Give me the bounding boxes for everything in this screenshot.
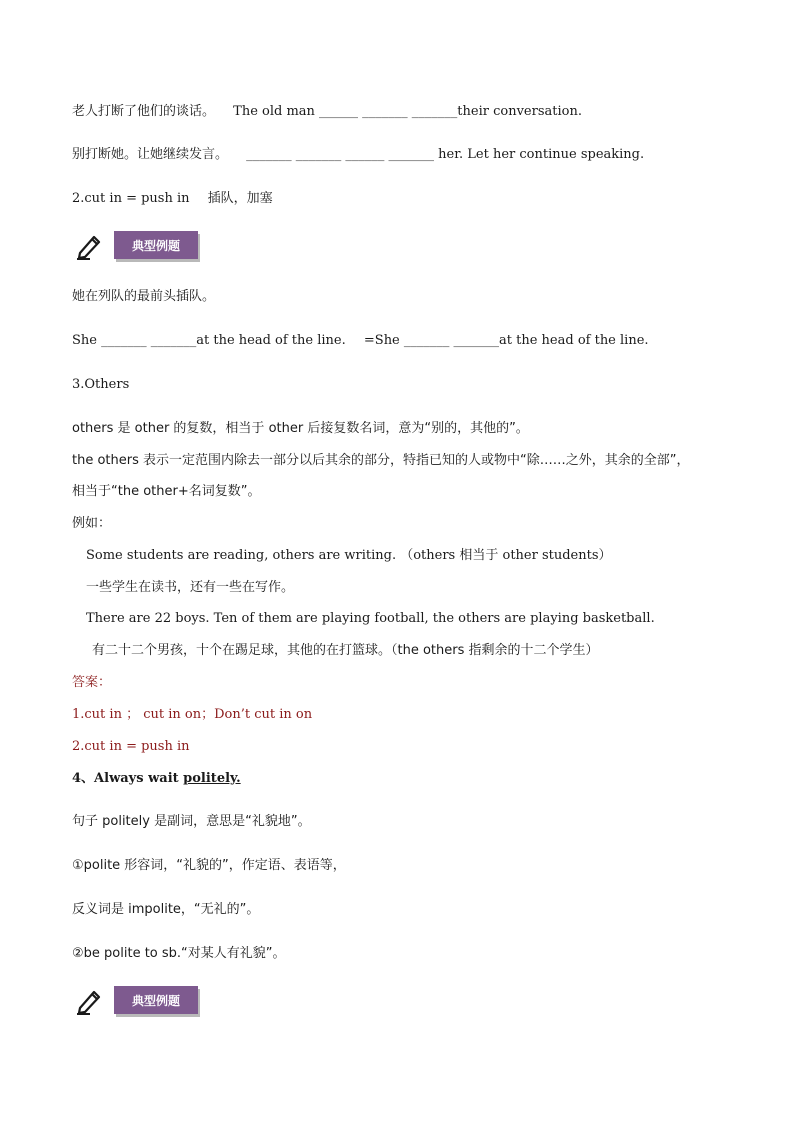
line-9	[72, 483, 260, 501]
line-15	[72, 813, 311, 831]
section-4-heading	[72, 770, 241, 788]
line-5a-text: She _______ _______at the head of the line.	[72, 333, 346, 348]
section-3-heading: 3.Others	[72, 377, 130, 392]
line-18	[72, 945, 286, 963]
answer-2	[72, 738, 190, 756]
answer-label	[72, 674, 111, 692]
line-3	[72, 190, 273, 208]
line-11	[86, 547, 612, 565]
line-13	[86, 610, 655, 628]
pencil-icon	[74, 984, 106, 1016]
line-10-text: 例如：	[72, 516, 112, 531]
line-6	[72, 376, 129, 394]
line-15-text: 句子 politely 是副词，意思是“礼貌地”。	[72, 814, 311, 829]
example-badge-2	[74, 983, 198, 1017]
line-16-text: ①polite 形容词，“礼貌的”，作定语、表语等，	[72, 858, 346, 873]
line-4	[72, 288, 215, 306]
line-3-chinese: 插队，加塞	[207, 191, 273, 206]
example-badge-label: 典型例题	[114, 231, 198, 259]
line-2-chinese: 别打断她。让她继续发言。	[72, 147, 229, 162]
pencil-icon	[74, 229, 106, 261]
line-1-chinese: 老人打断了他们的谈话。	[72, 104, 216, 119]
line-2-english: _______ _______ ______ _______ her. Let her continue speaking.	[246, 147, 645, 162]
section-4-keyword: politely.	[183, 771, 241, 786]
answer-2-text: 2.cut in = push in	[72, 739, 190, 754]
line-5b-text: =She _______ _______at the head of the line.	[363, 333, 649, 348]
line-11-text: Some students are reading, others are writing. （others 相当于 other students）	[86, 548, 612, 563]
line-14-text: 有二十二个男孩，十个在踢足球，其他的在打篮球。（the others 指剩余的十二个学生）	[92, 643, 599, 658]
line-7	[72, 420, 529, 438]
line-10	[72, 515, 111, 533]
line-9-text: 相当于“the other+名词复数”。	[72, 484, 261, 499]
line-17	[72, 901, 259, 919]
section-4-prefix: 4、Always wait	[72, 771, 184, 786]
line-4-text: 她在列队的最前头插队。	[72, 289, 216, 304]
line-18-text: ②be polite to sb.“对某人有礼貌”。	[72, 946, 286, 961]
line-2	[72, 146, 644, 164]
line-8-text: the others 表示一定范围内除去一部分以后其余的部分，特指已知的人或物中“除……之外，其余的全部”，	[72, 453, 690, 468]
line-13-text: There are 22 boys. Ten of them are playing football, the others are playing basketball.	[86, 611, 655, 626]
answer-label-text: 答案：	[72, 675, 112, 690]
line-16	[72, 857, 346, 875]
line-12	[86, 579, 294, 597]
line-3-phrase: 2.cut in = push in	[72, 191, 190, 206]
line-1	[72, 103, 582, 121]
line-17-text: 反义词是 impolite，“无礼的”。	[72, 902, 260, 917]
line-7-text: others 是 other 的复数，相当于 other 后接复数名词，意为“别的，其他的”。	[72, 421, 529, 436]
line-14	[92, 642, 599, 660]
answer-1	[72, 706, 312, 724]
example-badge-1	[74, 228, 198, 262]
example-badge-label: 典型例题	[114, 986, 198, 1014]
line-1-english: The old man ______ _______ _______their conversation.	[233, 104, 582, 119]
line-5	[72, 332, 649, 350]
line-12-text: 一些学生在读书，还有一些在写作。	[86, 580, 295, 595]
line-8	[72, 452, 689, 470]
answer-1-text: 1.cut in ； cut in on；Don’t cut in on	[72, 707, 313, 722]
